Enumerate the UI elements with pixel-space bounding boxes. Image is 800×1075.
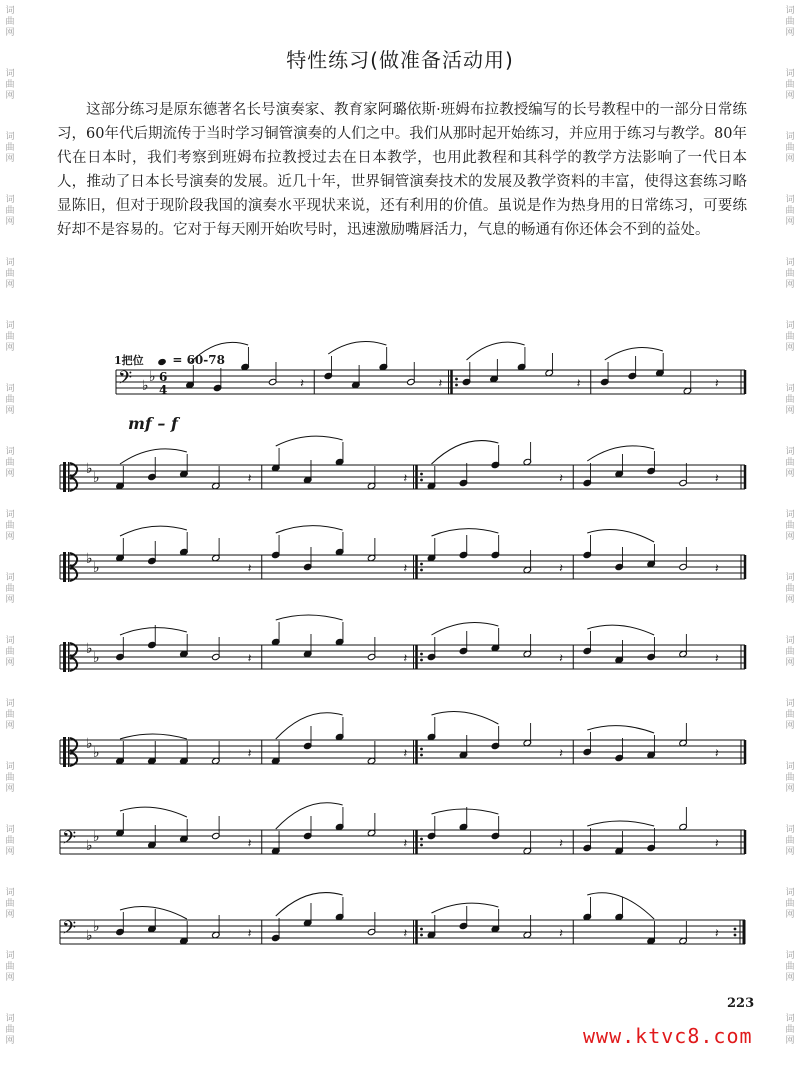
slur — [432, 441, 499, 464]
tenor-clef-icon — [68, 642, 70, 672]
rest-icon: 𝄽 — [559, 836, 563, 850]
bass-clef-icon: 𝄢 — [62, 828, 77, 853]
rest-icon: 𝄽 — [403, 471, 408, 485]
rest-icon: 𝄽 — [247, 561, 252, 575]
tenor-clef-icon — [68, 462, 70, 492]
flat-icon: ♭ — [93, 560, 100, 576]
side-watermark-stamp: 词 曲 网 — [785, 195, 795, 227]
bass-clef-icon: 𝄢 — [62, 918, 77, 943]
rest-icon: 𝄽 — [715, 836, 719, 850]
rest-icon: 𝄽 — [559, 471, 563, 485]
repeat-dot — [420, 928, 423, 931]
side-watermark-stamp: 词 曲 网 — [785, 1014, 795, 1046]
rest-icon: 𝄽 — [715, 561, 719, 575]
side-watermark-stamp: 词 曲 网 — [785, 258, 795, 290]
rest-icon: 𝄽 — [559, 651, 563, 665]
repeat-dot — [420, 473, 423, 476]
flat-icon: ♭ — [86, 461, 93, 477]
slur — [276, 803, 343, 829]
side-watermark-stamp: 词 曲 网 — [785, 888, 795, 920]
side-watermark-stamp: 词 曲 网 — [785, 951, 795, 983]
tenor-clef-icon — [63, 737, 66, 767]
flat-icon: ♭ — [86, 838, 93, 854]
flat-icon: ♭ — [86, 641, 93, 657]
rest-icon: 𝄽 — [247, 746, 252, 760]
side-watermark-stamp: 词 曲 网 — [5, 195, 15, 227]
slur — [276, 893, 343, 916]
rest-icon: 𝄽 — [247, 926, 252, 940]
tenor-clef-icon — [68, 552, 70, 582]
rest-icon: 𝄽 — [403, 561, 408, 575]
intro-paragraph: 这部分练习是原东德著名长号演奏家、教育家阿璐依斯·班姆布拉教授编写的长号教程中的一部分日常练习，60年代后期流传于当时学习铜管演奏的人们之中。我们从那时起开始练习，并应用于练习与教学。80年代在日本时，我们考察到班姆布拉教授过去在日本教学，也用此教程和其科学的教学方法影响了一代日本人，推动了日本长号演奏的发展。近几十年，世界铜管演奏技术的发展及教学资料的丰富，使得这套练习略显陈旧，但对于现阶段我国的演奏水平现状来说，还有利用的价值。虽说是作为热身用的日常练习，可要练好却不是容易的。它对于每天刚开始吹号时，迅速激励嘴唇活力，气息的畅通有你还体会不到的益处。 — [57, 102, 747, 238]
flat-icon: ♭ — [93, 919, 100, 935]
repeat-dot — [734, 928, 737, 931]
side-watermark-stamp: 词 曲 网 — [785, 384, 795, 416]
side-watermark-stamp: 词 曲 网 — [5, 6, 15, 38]
side-watermark-stamp: 词 曲 网 — [5, 384, 15, 416]
slur — [276, 436, 343, 446]
slur — [120, 449, 187, 464]
slur — [587, 446, 654, 461]
slur — [605, 348, 663, 360]
rest-icon: 𝄽 — [403, 836, 408, 850]
rest-icon: 𝄽 — [247, 471, 252, 485]
slur — [190, 342, 248, 363]
flat-icon: ♭ — [86, 928, 93, 944]
dynamic-marking: mf – f — [128, 414, 178, 433]
side-watermark-stamp: 词 曲 网 — [785, 132, 795, 164]
side-watermark-stamp: 词 曲 网 — [785, 825, 795, 857]
side-watermark-stamp: 词 曲 网 — [5, 132, 15, 164]
side-watermark-stamp: 词 曲 网 — [5, 636, 15, 668]
slur — [467, 342, 525, 360]
rest-icon: 𝄽 — [715, 926, 719, 940]
side-watermark-stamp: 词 曲 网 — [785, 321, 795, 353]
flat-icon: ♭ — [142, 378, 149, 394]
slur — [276, 526, 343, 533]
rest-icon: 𝄽 — [559, 926, 563, 940]
time-signature-numerator: 6 — [159, 370, 168, 384]
flat-icon: ♭ — [149, 369, 156, 385]
rest-icon: 𝄽 — [715, 746, 719, 760]
slur — [432, 529, 499, 536]
rest-icon: 𝄽 — [247, 836, 252, 850]
slur — [432, 712, 499, 724]
page-number: 223 — [727, 996, 755, 1011]
side-watermark-stamp: 词 曲 网 — [5, 510, 15, 542]
repeat-dot — [420, 838, 423, 841]
rest-icon: 𝄽 — [438, 376, 443, 390]
side-watermark-stamp: 词 曲 网 — [785, 6, 795, 38]
slur — [120, 628, 187, 635]
side-watermark-stamp: 词 曲 网 — [5, 699, 15, 731]
repeat-dot — [455, 378, 458, 381]
slur — [120, 734, 187, 739]
rest-icon: 𝄽 — [300, 376, 304, 390]
repeat-dot — [420, 659, 423, 662]
flat-icon: ♭ — [93, 829, 100, 845]
slur — [276, 615, 343, 620]
repeat-dot — [420, 653, 423, 656]
side-watermark-stamp: 词 曲 网 — [5, 447, 15, 479]
flat-icon: ♭ — [93, 650, 100, 666]
side-watermark-stamp: 词 曲 网 — [785, 762, 795, 794]
site-watermark: www.ktvc8.com — [583, 1024, 753, 1048]
position-label: 1把位 — [114, 354, 144, 367]
repeat-dot — [420, 934, 423, 937]
side-watermark-stamp: 词 曲 网 — [5, 1014, 15, 1046]
slur — [276, 713, 343, 739]
side-watermark-stamp: 词 曲 网 — [5, 762, 15, 794]
side-watermark-stamp: 词 曲 网 — [785, 573, 795, 605]
rest-icon: 𝄽 — [403, 926, 408, 940]
flat-icon: ♭ — [93, 470, 100, 486]
side-watermark-stamp: 词 曲 网 — [5, 573, 15, 605]
flat-icon: ♭ — [86, 736, 93, 752]
side-watermark-stamp: 词 曲 网 — [785, 69, 795, 101]
slur — [587, 726, 654, 733]
side-watermark-stamp: 词 曲 网 — [5, 258, 15, 290]
repeat-dot — [420, 479, 423, 482]
tempo-value: = 60-78 — [172, 353, 225, 367]
slur — [120, 526, 187, 536]
slur — [432, 623, 499, 635]
rest-icon: 𝄽 — [715, 651, 719, 665]
side-watermark-stamp: 词 曲 网 — [5, 321, 15, 353]
side-watermark-stamp: 词 曲 网 — [785, 510, 795, 542]
slur — [432, 903, 499, 913]
repeat-dot — [420, 748, 423, 751]
repeat-dot — [455, 384, 458, 387]
bass-clef-icon: 𝄢 — [118, 368, 133, 393]
rest-icon: 𝄽 — [559, 746, 563, 760]
rest-icon: 𝄽 — [403, 651, 408, 665]
rest-icon: 𝄽 — [715, 471, 719, 485]
page-title: 特性练习(做准备活动用) — [286, 48, 514, 72]
slur — [120, 907, 187, 919]
side-watermark-stamp: 词 曲 网 — [785, 447, 795, 479]
rest-icon: 𝄽 — [247, 651, 252, 665]
time-signature-denominator: 4 — [159, 383, 168, 397]
slur — [587, 625, 654, 635]
repeat-dot — [420, 569, 423, 572]
side-watermark-stamp: 词 曲 网 — [785, 699, 795, 731]
slur — [328, 342, 386, 354]
repeat-dot — [420, 563, 423, 566]
flat-icon: ♭ — [93, 745, 100, 761]
tenor-clef-icon — [63, 462, 66, 492]
rest-icon: 𝄽 — [559, 561, 563, 575]
side-watermark-stamp: 词 曲 网 — [5, 825, 15, 857]
tenor-clef-icon — [63, 642, 66, 672]
side-watermark-stamp: 词 曲 网 — [5, 69, 15, 101]
tenor-clef-icon — [63, 552, 66, 582]
repeat-dot — [420, 754, 423, 757]
repeat-dot — [420, 844, 423, 847]
rest-icon: 𝄽 — [715, 376, 719, 390]
slur — [587, 530, 654, 542]
side-watermark-stamp: 词 曲 网 — [5, 951, 15, 983]
slur — [120, 807, 187, 817]
side-watermark-stamp: 词 曲 网 — [5, 888, 15, 920]
tenor-clef-icon — [68, 737, 70, 767]
rest-icon: 𝄽 — [403, 746, 408, 760]
flat-icon: ♭ — [86, 551, 93, 567]
rest-icon: 𝄽 — [576, 376, 581, 390]
side-watermark-stamp: 词 曲 网 — [785, 636, 795, 668]
slur — [432, 809, 499, 814]
slur — [587, 821, 654, 826]
repeat-dot — [734, 934, 737, 937]
